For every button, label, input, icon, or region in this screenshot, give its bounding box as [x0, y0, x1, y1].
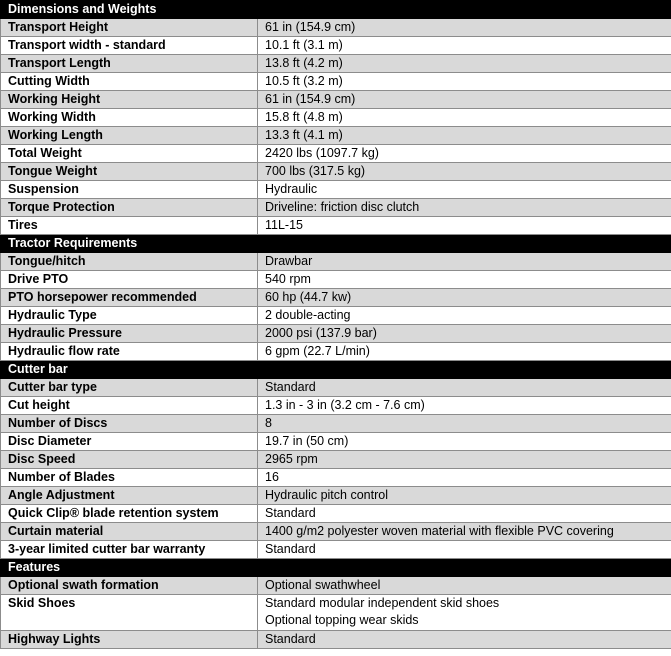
spec-value: 540 rpm	[258, 271, 671, 289]
spec-value: Standard	[258, 379, 671, 397]
spec-value: 700 lbs (317.5 kg)	[258, 163, 671, 181]
spec-label: Hydraulic flow rate	[1, 343, 258, 361]
table-row	[1, 523, 671, 541]
spec-label: Torque Protection	[1, 199, 258, 217]
spec-value: Optional swathwheel	[258, 577, 671, 595]
spec-value: 16	[258, 469, 671, 487]
spec-value: Hydraulic pitch control	[258, 487, 671, 505]
spec-value: Standard	[258, 505, 671, 523]
table-row	[1, 505, 671, 523]
section-header-row	[1, 361, 671, 379]
spec-value: Drawbar	[258, 253, 671, 271]
table-row	[1, 307, 671, 325]
table-row	[1, 217, 671, 235]
table-row	[1, 451, 671, 469]
spec-label: Total Weight	[1, 145, 258, 163]
table-row	[1, 433, 671, 451]
spec-value: 13.8 ft (4.2 m)	[258, 55, 671, 73]
spec-label: 3-year limited cutter bar warranty	[1, 541, 258, 559]
table-row	[1, 109, 671, 127]
table-row	[1, 487, 671, 505]
spec-label: Optional swath formation	[1, 577, 258, 595]
spec-value: 13.3 ft (4.1 m)	[258, 127, 671, 145]
table-row	[1, 289, 671, 307]
table-row	[1, 595, 671, 631]
spec-value: 6 gpm (22.7 L/min)	[258, 343, 671, 361]
table-row	[1, 253, 671, 271]
table-row	[1, 163, 671, 181]
specifications-body	[1, 1, 671, 649]
table-row	[1, 325, 671, 343]
table-row	[1, 145, 671, 163]
spec-label: Transport width - standard	[1, 37, 258, 55]
table-row	[1, 271, 671, 289]
spec-value: Hydraulic	[258, 181, 671, 199]
table-row	[1, 91, 671, 109]
spec-label: Hydraulic Type	[1, 307, 258, 325]
section-header-row	[1, 1, 671, 19]
spec-label: Angle Adjustment	[1, 487, 258, 505]
table-row	[1, 181, 671, 199]
table-row	[1, 127, 671, 145]
spec-value: 60 hp (44.7 kw)	[258, 289, 671, 307]
spec-value: 2000 psi (137.9 bar)	[258, 325, 671, 343]
spec-label: Cutting Width	[1, 73, 258, 91]
spec-value: 61 in (154.9 cm)	[258, 19, 671, 37]
spec-value-line: Optional topping wear skids	[265, 613, 419, 627]
section-header-blank-cell	[258, 361, 671, 379]
spec-label: Cutter bar type	[1, 379, 258, 397]
spec-value: 10.5 ft (3.2 m)	[258, 73, 671, 91]
spec-value: 2965 rpm	[258, 451, 671, 469]
table-row	[1, 55, 671, 73]
spec-label: Cut height	[1, 397, 258, 415]
spec-value: 8	[258, 415, 671, 433]
spec-value: 2420 lbs (1097.7 kg)	[258, 145, 671, 163]
table-row	[1, 343, 671, 361]
spec-label: Quick Clip® blade retention system	[1, 505, 258, 523]
section-header-row	[1, 559, 671, 577]
table-row	[1, 19, 671, 37]
spec-label: Suspension	[1, 181, 258, 199]
spec-label: Transport Height	[1, 19, 258, 37]
table-row	[1, 379, 671, 397]
spec-value: 11L-15	[258, 217, 671, 235]
spec-label: PTO horsepower recommended	[1, 289, 258, 307]
spec-value: 2 double-acting	[258, 307, 671, 325]
spec-label: Number of Discs	[1, 415, 258, 433]
spec-label: Working Length	[1, 127, 258, 145]
spec-label: Working Width	[1, 109, 258, 127]
spec-label: Tires	[1, 217, 258, 235]
spec-label: Transport Length	[1, 55, 258, 73]
spec-value: Standard	[258, 541, 671, 559]
spec-value-line: Standard modular independent skid shoes	[265, 596, 500, 610]
section-title: Cutter bar	[1, 361, 258, 379]
spec-value: Standard	[258, 631, 671, 649]
spec-value: 1400 g/m2 polyester woven material with flexible PVC covering	[258, 523, 671, 541]
table-row	[1, 73, 671, 91]
section-header-blank-cell	[258, 1, 671, 19]
table-row	[1, 577, 671, 595]
spec-label: Disc Speed	[1, 451, 258, 469]
spec-value	[258, 595, 671, 631]
spec-label: Tongue Weight	[1, 163, 258, 181]
table-row	[1, 541, 671, 559]
spec-label: Curtain material	[1, 523, 258, 541]
table-row	[1, 37, 671, 55]
section-header-row	[1, 235, 671, 253]
table-row	[1, 631, 671, 649]
spec-label: Working Height	[1, 91, 258, 109]
section-header-blank-cell	[258, 235, 671, 253]
spec-value: 61 in (154.9 cm)	[258, 91, 671, 109]
spec-label: Skid Shoes	[1, 595, 258, 631]
spec-label: Disc Diameter	[1, 433, 258, 451]
spec-value: 19.7 in (50 cm)	[258, 433, 671, 451]
spec-label: Number of Blades	[1, 469, 258, 487]
spec-value: 1.3 in - 3 in (3.2 cm - 7.6 cm)	[258, 397, 671, 415]
section-title: Tractor Requirements	[1, 235, 258, 253]
spec-value: 10.1 ft (3.1 m)	[258, 37, 671, 55]
spec-label: Highway Lights	[1, 631, 258, 649]
spec-label: Drive PTO	[1, 271, 258, 289]
table-row	[1, 397, 671, 415]
section-title: Dimensions and Weights	[1, 1, 258, 19]
spec-label: Hydraulic Pressure	[1, 325, 258, 343]
section-header-blank-cell	[258, 559, 671, 577]
table-row	[1, 415, 671, 433]
spec-value: 15.8 ft (4.8 m)	[258, 109, 671, 127]
table-row	[1, 469, 671, 487]
table-row	[1, 199, 671, 217]
spec-value: Driveline: friction disc clutch	[258, 199, 671, 217]
section-title: Features	[1, 559, 258, 577]
spec-label: Tongue/hitch	[1, 253, 258, 271]
